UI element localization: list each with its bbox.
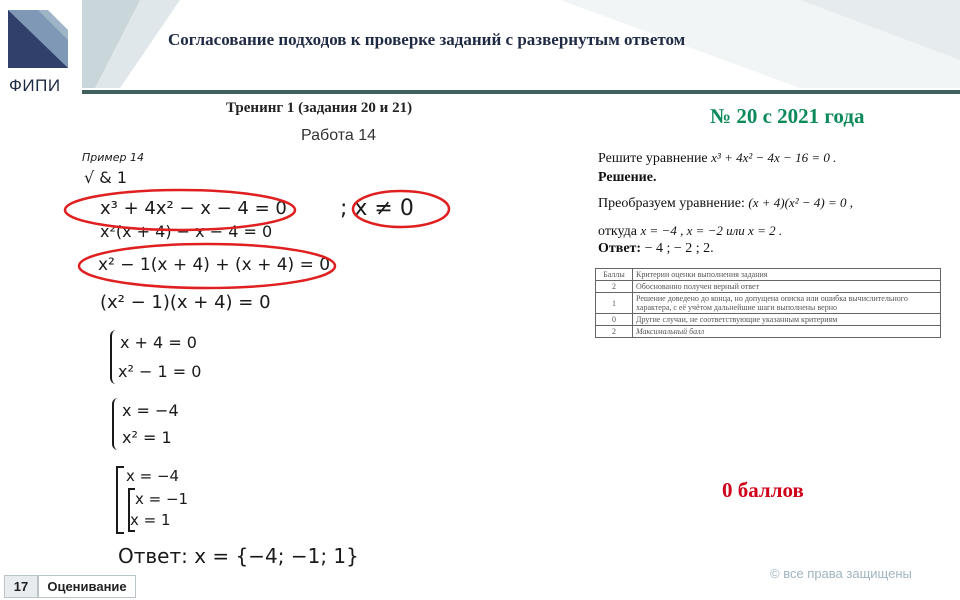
task-title: № 20 с 2021 года <box>710 104 865 128</box>
criteria-table <box>595 268 941 338</box>
handwriting-line: x² = 1 <box>122 428 172 447</box>
answer-line <box>598 241 714 257</box>
handwriting-line: √ & 1 <box>84 168 128 187</box>
statement-equation: x³ + 4x² − 4x − 16 = 0 . <box>711 150 837 165</box>
handwriting-line: x² − 1(x + 4) + (x + 4) = 0 <box>98 255 331 275</box>
logo-text: ФИПИ <box>9 76 61 95</box>
row-points: 1 <box>596 293 633 314</box>
handwriting-line: (x² − 1)(x + 4) = 0 <box>100 292 271 313</box>
handwriting-line: x = 1 <box>130 511 171 529</box>
row-text: Другие случаи, не соответствующие указанным критериям <box>633 314 941 326</box>
answer-value: − 4 ; − 2 ; 2. <box>644 241 714 256</box>
circle-side-note <box>353 191 449 227</box>
table-row <box>596 293 941 314</box>
row-points: 0 <box>596 314 633 326</box>
table-row <box>596 314 941 326</box>
statement-label: Решите уравнение <box>598 151 708 166</box>
copyright-notice: © все права защищены <box>770 566 912 581</box>
transform-line <box>598 195 853 212</box>
handwriting-line: x = −4 <box>122 401 179 420</box>
table-row <box>596 326 941 338</box>
training-title: Тренинг 1 (задания 20 и 21) <box>226 100 413 116</box>
section-label: Оценивание <box>38 575 136 598</box>
handwriting-line: x = −1 <box>135 490 189 508</box>
solution-label: Решение. <box>598 170 657 185</box>
handwriting-example-label: Пример 14 <box>82 151 144 164</box>
row-text: Обоснованно получен верный ответ <box>633 281 941 293</box>
page-title: Согласование подходов к проверке заданий с развернутым ответом <box>168 30 686 49</box>
roots-line <box>598 223 782 240</box>
work-title: Работа 14 <box>301 127 377 144</box>
handwriting-answer: Ответ: x = {−4; −1; 1} <box>118 544 359 568</box>
handwriting-line: x = −4 <box>126 467 180 485</box>
row-points: 2 <box>596 281 633 293</box>
row-text: Максимальный балл <box>633 326 941 338</box>
transform-label: Преобразуем уравнение: <box>598 196 745 211</box>
header-points: Баллы <box>596 269 633 281</box>
table-row <box>596 281 941 293</box>
handwriting-side-note: ; x ≠ 0 <box>340 196 414 221</box>
table-header-row <box>596 269 941 281</box>
slide-number: 17 <box>4 575 38 598</box>
criteria-table-wrap <box>595 268 941 364</box>
handwriting-line: x²(x + 4) − x − 4 = 0 <box>100 222 273 241</box>
whence-label: откуда <box>598 224 637 239</box>
score-result: 0 баллов <box>722 478 804 502</box>
roots-value: x = −4 , x = −2 или x = 2 . <box>640 223 783 238</box>
answer-label: Ответ: <box>598 241 642 256</box>
statement-line <box>598 150 836 167</box>
handwriting-line: x³ + 4x² − x − 4 = 0 <box>100 198 287 219</box>
row-text: Решение доведено до конца, но допущена описка или ошибка вычислительного характера, с её учётом дальнейшие шаги выполнены верно <box>633 293 941 314</box>
row-points: 2 <box>596 326 633 338</box>
circle-equation-3 <box>79 244 335 288</box>
header-criteria: Критерии оценки выполнения задания <box>633 269 941 281</box>
handwriting-line: x + 4 = 0 <box>120 333 197 352</box>
circle-equation-1 <box>65 190 295 230</box>
handwriting-line: x² − 1 = 0 <box>118 362 202 381</box>
transform-expression: (x + 4)(x² − 4) = 0 , <box>748 195 853 210</box>
